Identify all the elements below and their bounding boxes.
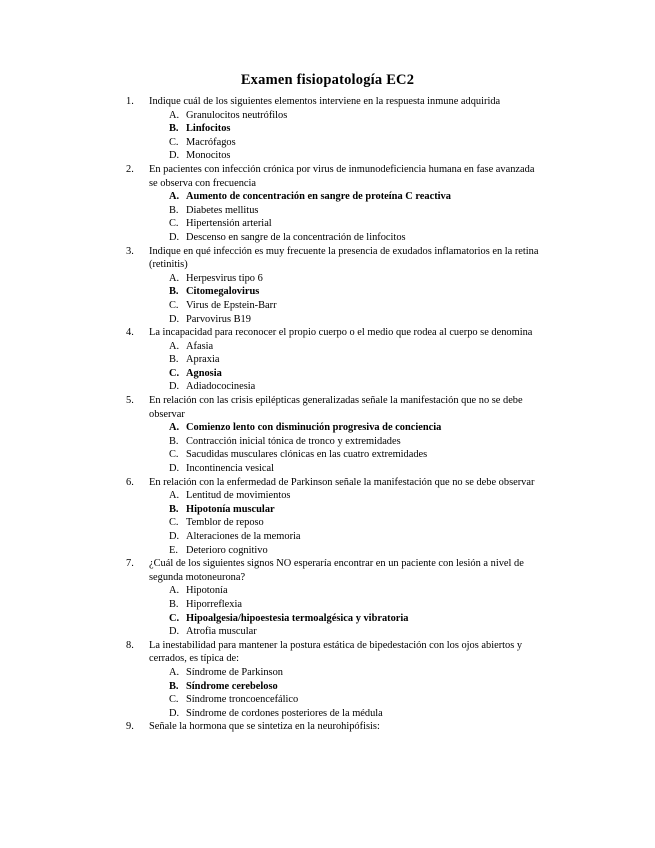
option-letter: D. xyxy=(169,313,180,325)
question-number: 5. xyxy=(126,395,134,407)
answer-option xyxy=(149,516,545,530)
answer-option-correct xyxy=(149,367,545,381)
answer-option xyxy=(149,204,545,218)
option-letter: B. xyxy=(169,598,179,610)
option-text: Parvovirus B19 xyxy=(186,313,251,325)
option-letter: D. xyxy=(169,381,180,393)
option-text: Síndrome de cordones posteriores de la médula xyxy=(186,707,383,719)
option-text: Citomegalovirus xyxy=(186,286,260,298)
option-letter: C. xyxy=(169,517,179,529)
option-text: Herpesvirus tipo 6 xyxy=(186,272,263,284)
option-letter: A. xyxy=(169,109,180,121)
option-letter: A. xyxy=(169,191,180,203)
option-text: Incontinencia vesical xyxy=(186,463,274,475)
option-text: Deterioro cognitivo xyxy=(186,544,268,556)
option-text: Atrofia muscular xyxy=(186,626,257,638)
answer-option xyxy=(149,448,545,462)
question-5 xyxy=(0,394,655,476)
answer-option xyxy=(149,666,545,680)
option-text: Hipotonía xyxy=(186,585,228,597)
answer-option xyxy=(149,544,545,558)
answer-option xyxy=(149,299,545,313)
question-2 xyxy=(0,163,655,245)
answer-option xyxy=(149,598,545,612)
answer-option-correct xyxy=(149,190,545,204)
answer-option xyxy=(149,353,545,367)
answer-option xyxy=(149,109,545,123)
answer-option-correct xyxy=(149,680,545,694)
option-letter: C. xyxy=(169,299,179,311)
question-text: En pacientes con infección crónica por virus de inmunodeficiencia humana en fase avanzada se observa con frecuencia xyxy=(149,163,535,189)
question-number: 3. xyxy=(126,245,134,257)
option-letter: B. xyxy=(169,503,179,515)
option-text: Hipertensión arterial xyxy=(186,218,272,230)
page-title: Examen fisiopatología EC2 xyxy=(240,72,415,88)
question-number: 7. xyxy=(126,558,134,570)
answer-options xyxy=(149,340,545,394)
option-text: Diabetes mellitus xyxy=(186,204,259,216)
option-text: Síndrome cerebeloso xyxy=(186,680,278,692)
answer-option xyxy=(149,380,545,394)
option-letter: A. xyxy=(169,585,180,597)
question-text: ¿Cuál de los siguientes signos NO esperaría encontrar en un paciente con lesión a nivel de segunda motoneurona? xyxy=(149,558,524,583)
option-letter: A. xyxy=(169,340,180,352)
question-6 xyxy=(0,476,655,558)
answer-option xyxy=(149,272,545,286)
option-letter: D. xyxy=(169,626,180,638)
question-9 xyxy=(0,720,655,734)
option-letter: D. xyxy=(169,531,180,542)
option-letter: C. xyxy=(169,136,179,148)
question-8 xyxy=(0,639,655,721)
answer-options xyxy=(149,190,545,244)
question-7 xyxy=(0,557,655,639)
answer-option-correct xyxy=(149,612,545,626)
answer-option xyxy=(149,625,545,639)
option-letter: C. xyxy=(169,367,180,379)
question-text: Indique en qué infección es muy frecuente la presencia de exudados inflamatorios en la retina (retinitis) xyxy=(149,245,539,271)
option-text: Hipotonía muscular xyxy=(186,503,275,515)
option-text: Descenso en sangre de la concentración de linfocitos xyxy=(186,231,406,243)
answer-option-correct xyxy=(149,285,545,299)
option-text: Granulocitos neutrófilos xyxy=(186,109,288,121)
option-text: Hipoalgesia/hipoestesia termoalgésica y vibratoria xyxy=(186,612,409,624)
option-text: Alteraciones de la memoria xyxy=(186,531,301,542)
option-letter: D. xyxy=(169,231,180,243)
option-text: Lentitud de movimientos xyxy=(186,490,291,502)
option-letter: C. xyxy=(169,694,179,706)
answer-option-correct xyxy=(149,503,545,517)
question-number: 2. xyxy=(126,163,134,175)
answer-option xyxy=(149,149,545,163)
option-text: Aumento de concentración en sangre de proteína C reactiva xyxy=(186,191,451,203)
answer-option xyxy=(149,489,545,503)
answer-options xyxy=(149,272,545,326)
option-letter: C. xyxy=(169,218,179,230)
option-text: Síndrome de Parkinson xyxy=(186,666,283,678)
option-letter: B. xyxy=(169,286,179,298)
answer-option xyxy=(149,707,545,721)
answer-option xyxy=(149,217,545,231)
answer-option xyxy=(149,231,545,245)
question-text: La incapacidad para reconocer el propio cuerpo o el medio que rodea al cuerpo se denomina xyxy=(149,327,533,339)
answer-option xyxy=(149,136,545,150)
option-letter: A. xyxy=(169,422,180,434)
answer-options xyxy=(149,666,545,720)
answer-option xyxy=(149,340,545,354)
option-text: Contracción inicial tónica de tronco y extremidades xyxy=(186,435,401,447)
answer-options xyxy=(149,421,545,475)
option-text: Monocitos xyxy=(186,150,231,162)
answer-option xyxy=(149,313,545,327)
answer-option-correct xyxy=(149,421,545,435)
question-list xyxy=(0,95,655,734)
question-4 xyxy=(0,326,655,394)
option-letter: B. xyxy=(169,435,179,447)
question-number: 4. xyxy=(126,327,134,339)
answer-options xyxy=(149,109,545,163)
answer-option xyxy=(149,530,545,544)
option-letter: C. xyxy=(169,612,180,624)
option-text: Virus de Epstein-Barr xyxy=(186,299,277,311)
question-number: 9. xyxy=(126,721,134,733)
option-text: Apraxia xyxy=(186,354,220,366)
answer-option xyxy=(149,462,545,476)
option-letter: D. xyxy=(169,463,180,475)
option-letter: A. xyxy=(169,666,180,678)
question-number: 6. xyxy=(126,476,134,488)
option-letter: E. xyxy=(169,544,178,556)
option-letter: D. xyxy=(169,707,180,719)
option-text: Linfocitos xyxy=(186,123,231,135)
option-text: Agnosia xyxy=(186,367,222,379)
option-text: Temblor de reposo xyxy=(186,517,264,529)
option-letter: B. xyxy=(169,680,179,692)
option-text: Sacudidas musculares clónicas en las cuatro extremidades xyxy=(186,449,428,461)
question-text: Indique cuál de los siguientes elementos interviene en la respuesta inmune adquirida xyxy=(149,96,501,107)
option-text: Macrófagos xyxy=(186,136,236,148)
option-text: Adiadococinesia xyxy=(186,381,256,393)
option-letter: B. xyxy=(169,123,179,135)
option-letter: A. xyxy=(169,490,180,502)
answer-options xyxy=(149,489,545,557)
option-letter: B. xyxy=(169,204,179,216)
option-letter: A. xyxy=(169,272,180,284)
answer-option xyxy=(149,435,545,449)
question-3 xyxy=(0,245,655,327)
question-text: En relación con las crisis epilépticas generalizadas señale la manifestación que no se debe observar xyxy=(149,395,523,420)
option-letter: C. xyxy=(169,449,179,461)
question-number: 1. xyxy=(126,96,134,107)
option-text: Comienzo lento con disminución progresiva de conciencia xyxy=(186,422,442,434)
option-letter: B. xyxy=(169,354,179,366)
option-text: Síndrome troncoencefálico xyxy=(186,694,299,706)
question-text: Señale la hormona que se sintetiza en la neurohipófisis: xyxy=(149,721,380,733)
answer-option xyxy=(149,693,545,707)
option-text: Hiporreflexia xyxy=(186,598,242,610)
question-text: La inestabilidad para mantener la postura estática de bipedestación con los ojos abiertos y cerrados, es típica de: xyxy=(149,639,523,665)
answer-option xyxy=(149,584,545,598)
answer-options xyxy=(149,584,545,638)
question-text: En relación con la enfermedad de Parkinson señale la manifestación que no se debe observar xyxy=(149,476,535,488)
option-text: Afasia xyxy=(186,340,214,352)
option-letter: D. xyxy=(169,150,180,162)
question-1 xyxy=(0,95,655,163)
question-number: 8. xyxy=(126,639,134,651)
answer-option-correct xyxy=(149,122,545,136)
